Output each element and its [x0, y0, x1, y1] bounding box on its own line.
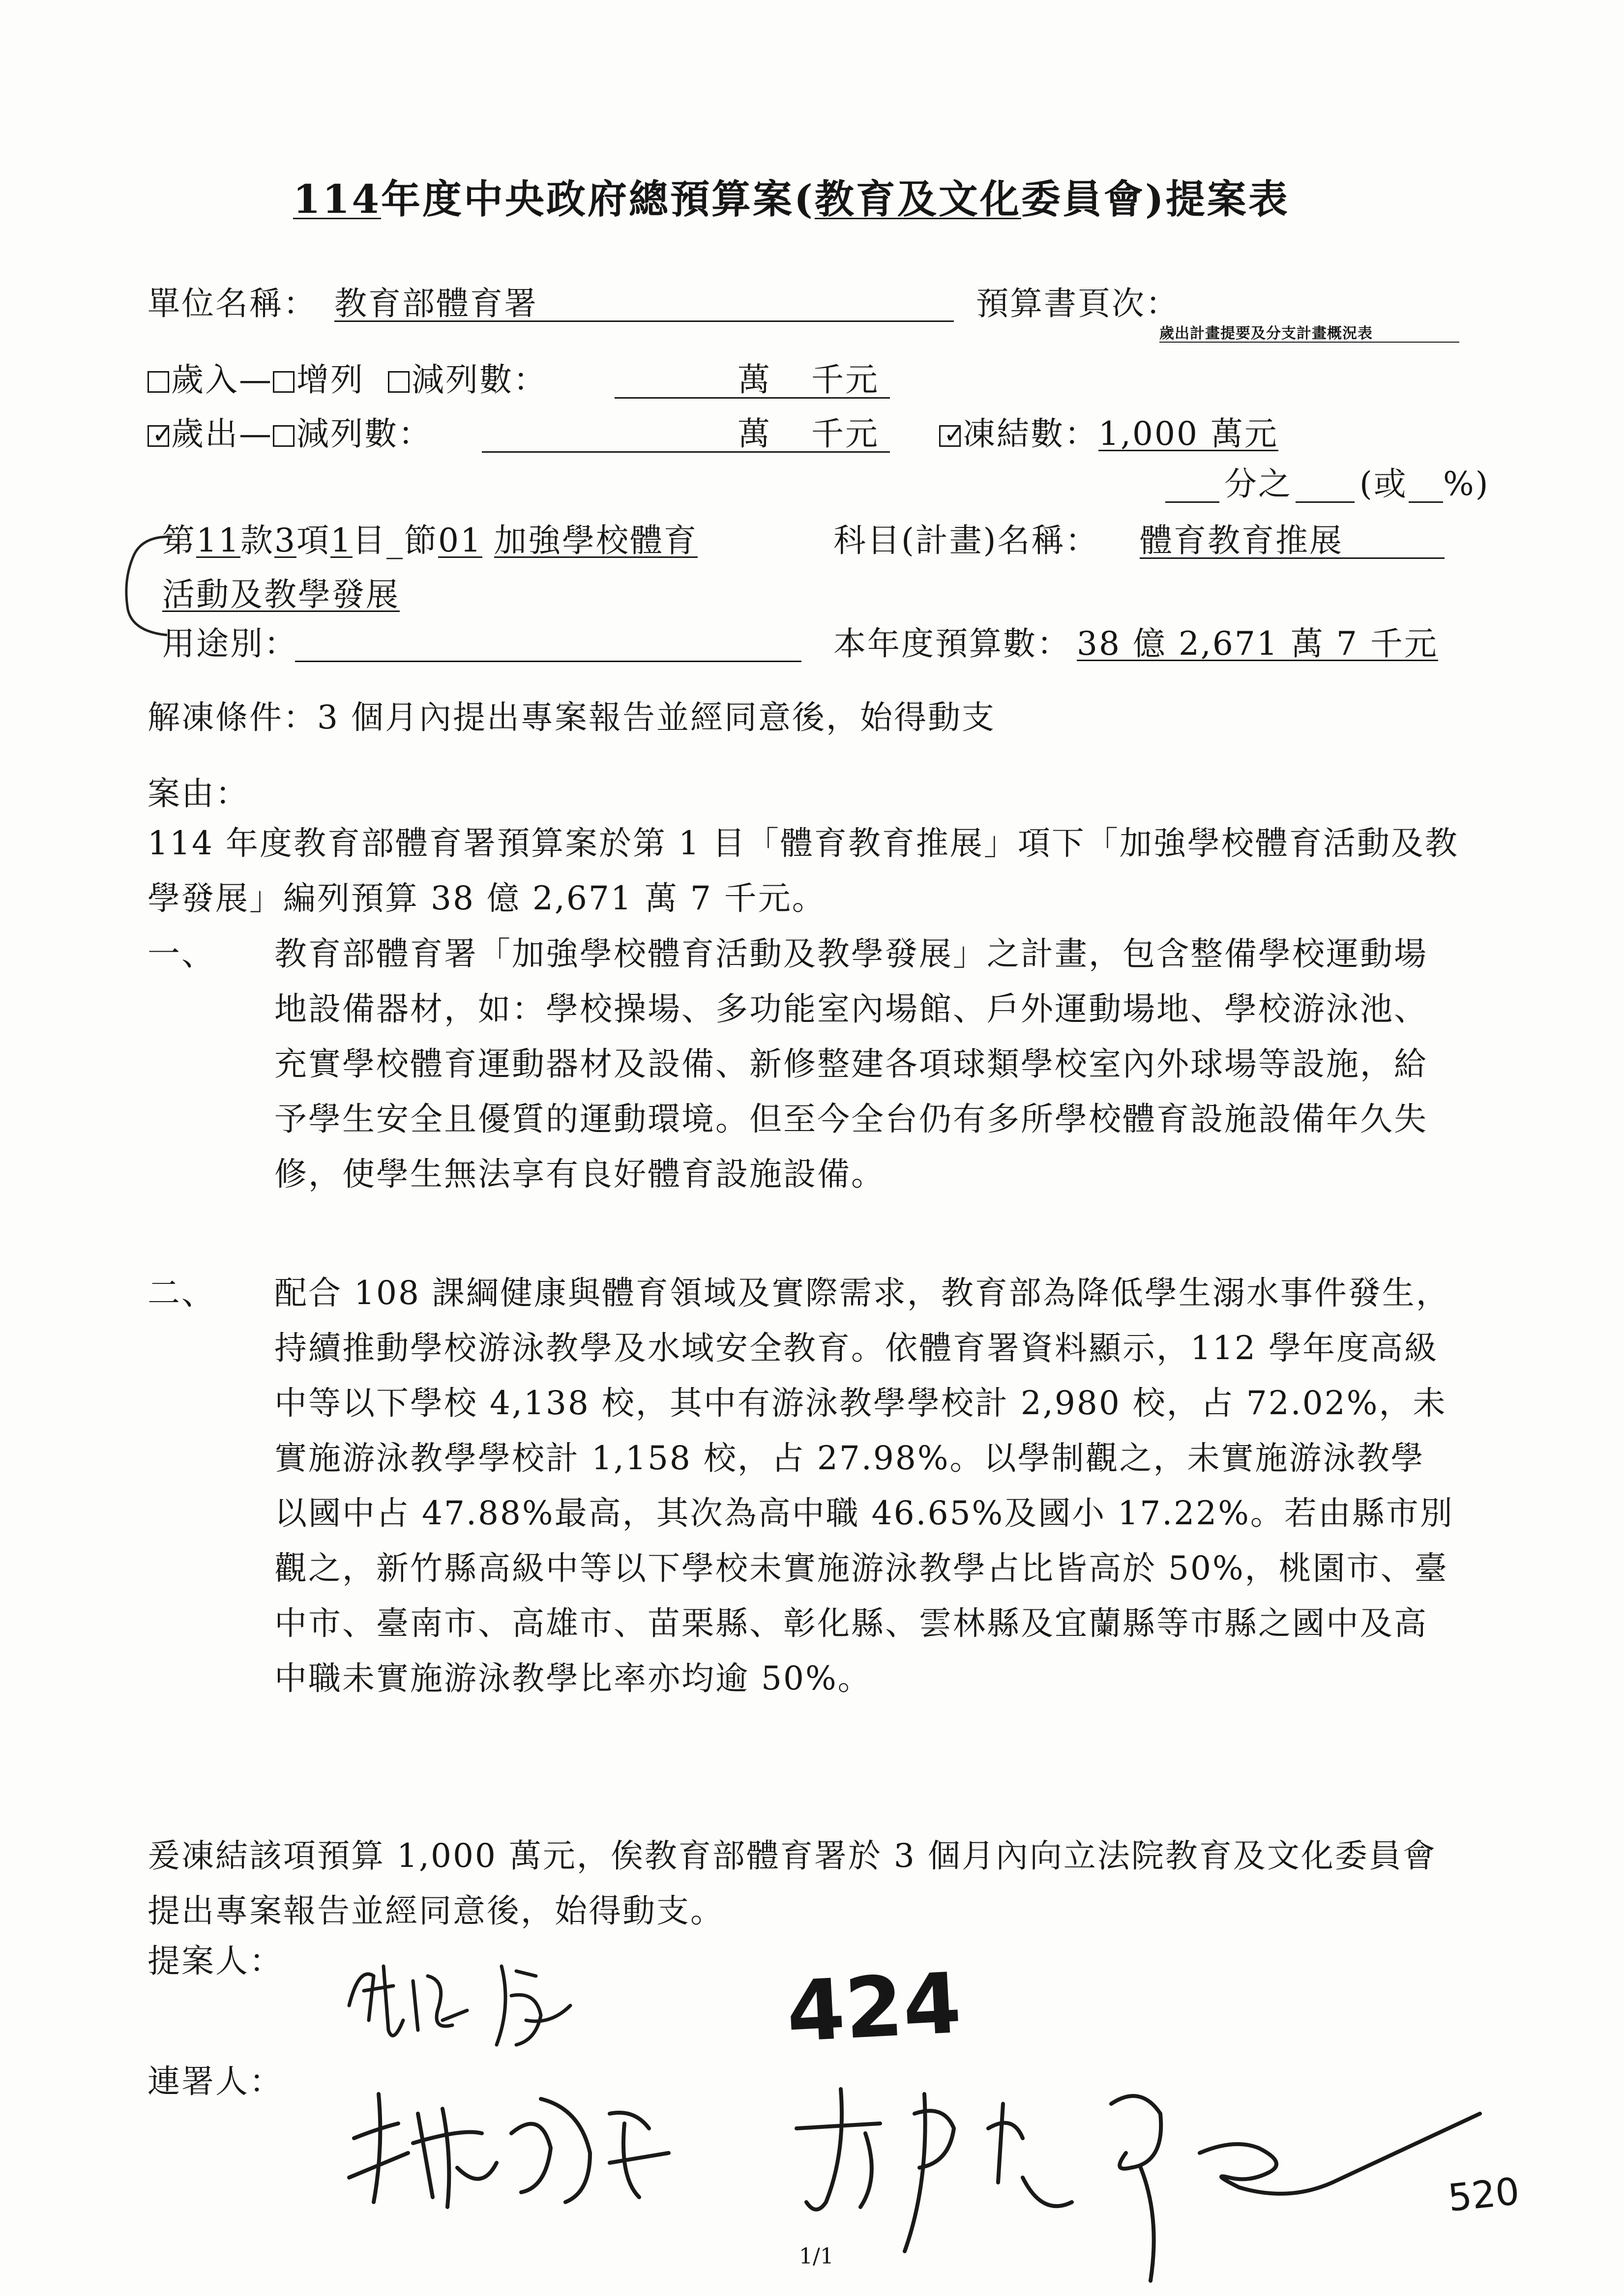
revenue-wan: 萬 — [738, 361, 771, 399]
margin-note: 520 — [1446, 2169, 1522, 2220]
ratio-numerator-line — [1165, 501, 1219, 503]
case-label: 案由： — [148, 775, 249, 813]
expense-row: ✓ 歲出— 減列數： — [148, 412, 432, 456]
budget-label: 本年度預算數： — [833, 625, 1071, 663]
expense-qianyuan: 千元 — [811, 415, 879, 453]
handwritten-number: 424 — [784, 1954, 964, 2062]
unit-value: 教育部體育署 — [334, 285, 538, 322]
check-mark-icon: ✓ — [944, 420, 967, 449]
proposer-signature — [339, 1947, 615, 2060]
revenue-checkbox[interactable] — [148, 371, 169, 393]
unit-label: 單位名稱： — [148, 285, 317, 322]
unit-underline — [334, 320, 954, 322]
usage-label: 用途別： — [162, 625, 298, 663]
ratio-or: (或 — [1359, 465, 1408, 503]
expense-wan: 萬 — [738, 415, 771, 453]
cosigner-signature-2 — [767, 2055, 1495, 2291]
case-item-text: 教育部體育署「加強學校體育活動及教學發展」之計畫，包含整備學校運動場地設備器材，如：學校操場、多功能室內場館、戶外運動場地、學校游泳池、充實學校體育運動器材及設備、新修整建各項球類學校室內外球場等設施，給予學生安全且優質的運動環境。但至今全台仍有多所學校體育設施設備年久失修，使學生無法享有良好體育設施設備。 — [274, 935, 1428, 1193]
page-note-underline — [1159, 342, 1459, 343]
page-title: 114年度中央政府總預算案(教育及文化委員會)提案表 — [293, 176, 1290, 222]
cosigner-signature-1 — [334, 2079, 688, 2222]
revenue-decrease-checkbox[interactable] — [388, 371, 410, 393]
increase-checkbox[interactable] — [273, 371, 295, 393]
ratio-denominator-line — [1296, 501, 1355, 503]
subject-label: 科目(計畫)名稱： — [833, 522, 1099, 559]
expense-checkbox[interactable] — [148, 420, 175, 449]
proposer-label: 提案人： — [148, 1942, 283, 1980]
budget-value: 38 億 2,671 萬 7 千元 — [1077, 625, 1438, 663]
page-note: 歲出計畫提要及分支計畫概況表 — [1159, 325, 1373, 342]
case-intro: 114 年度教育部體育署預算案於第 1 目「體育教育推展」項下「加強學校體育活動及教學發展」編列預算 38 億 2,671 萬 7 千元。 — [148, 824, 1459, 917]
ratio-percent-line — [1409, 501, 1443, 503]
ratio-pct: %) — [1443, 465, 1490, 503]
subject-value: 體育教育推展 — [1140, 522, 1343, 559]
case-conclusion: 爰凍結該項預算 1,000 萬元，俟教育部體育署於 3 個月內向立法院教育及文化委員會提出專案報告並經同意後，始得動支。 — [148, 1837, 1437, 1930]
cosigner-label: 連署人： — [148, 2063, 283, 2100]
revenue-row: 歲入— 增列 減列數： — [148, 358, 547, 402]
expense-decrease-checkbox[interactable] — [273, 425, 295, 447]
freeze-row: ✓ 凍結數：1,000 萬元 — [939, 412, 1278, 456]
freeze-checkbox[interactable] — [939, 420, 967, 449]
case-item-number: 一、 — [148, 935, 215, 973]
case-item-1 — [148, 927, 1454, 1202]
budget-section-line1: 第11款3項1目_節01 加強學校體育 — [162, 522, 698, 559]
case-item-2 — [148, 1266, 1454, 1706]
revenue-qianyuan: 千元 — [811, 361, 879, 399]
budget-section-line2: 活動及教學發展 — [162, 576, 400, 613]
case-item-text: 配合 108 課綱健康與體育領域及實際需求，教育部為降低學生溺水事件發生，持續推動學校游泳教學及水域安全教育。依體育署資料顯示，112 學年度高級中等以下學校 4,138 校，其中有游泳教學學校計 2,980 校，占 72.02%，未實施游泳教學學校計 1,158 校，占 27.98%。以學制觀之，未實施游泳教學以國中占 47.88%最高，其次為高中職 46.65%及國小 17.22%。若由縣市別觀之，新竹縣高級中等以下學校未實施游泳教學占比皆高於 50%，桃園市、臺中市、臺南市、高雄市、苗栗縣、彰化縣、雲林縣及宜蘭縣等市縣之國中及高中職未實施游泳教學比率亦均逾 50%。 — [274, 1274, 1454, 1697]
unfreeze-row: 解凍條件：3 個月內提出專案報告並經同意後，始得動支 — [148, 698, 996, 736]
page-label: 預算書頁次： — [976, 285, 1180, 322]
page-number: 1/1 — [799, 2244, 834, 2269]
usage-underline — [295, 661, 801, 662]
ratio-fen: 分之 — [1224, 465, 1292, 503]
subject-underline — [1140, 557, 1445, 559]
check-mark-icon: ✓ — [152, 420, 175, 449]
case-item-number: 二、 — [148, 1274, 215, 1312]
freeze-value: 1,000 萬元 — [1098, 415, 1278, 453]
